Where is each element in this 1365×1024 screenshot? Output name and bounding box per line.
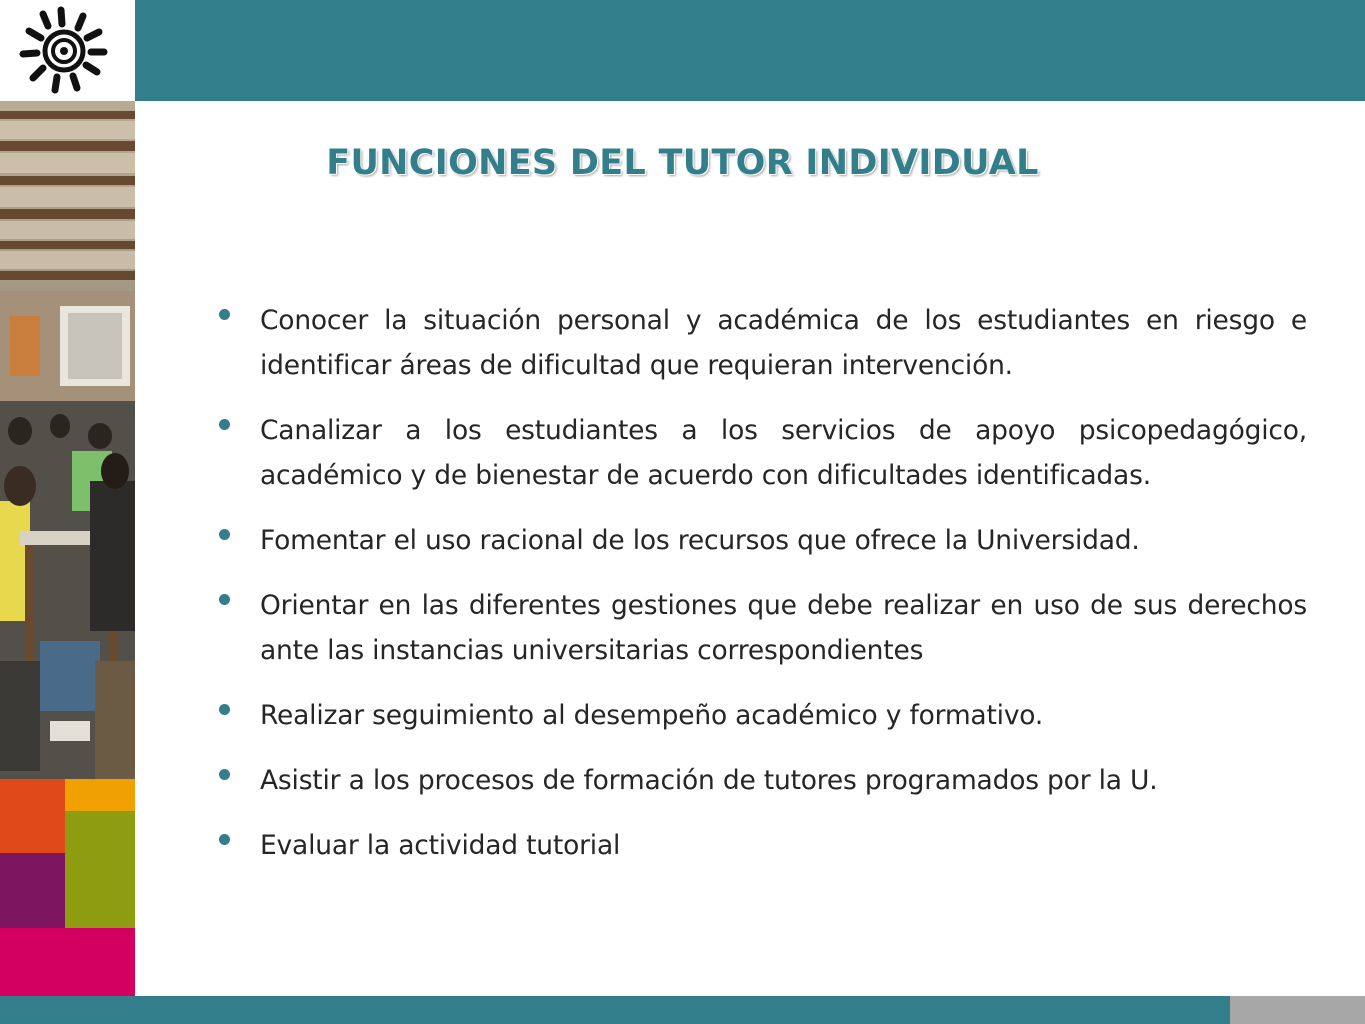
logo-area	[0, 0, 135, 101]
bullet-item	[215, 758, 1307, 803]
bullet-dot-icon	[219, 704, 230, 715]
bottom-gray-block	[1230, 996, 1365, 1024]
color-block-purple	[0, 853, 65, 928]
bullet-item	[215, 408, 1307, 498]
bullet-text: Asistir a los procesos de formación de tutores programados por la U.	[260, 765, 1158, 796]
slide-title: FUNCIONES DEL TUTOR INDIVIDUAL	[326, 143, 1039, 183]
bottom-bar	[0, 996, 1230, 1024]
bullet-dot-icon	[219, 419, 230, 430]
bullet-item	[215, 693, 1307, 738]
bullet-item	[215, 518, 1307, 563]
color-block-magenta	[0, 928, 135, 996]
bullet-text: Evaluar la actividad tutorial	[260, 830, 621, 861]
bullet-dot-icon	[219, 594, 230, 605]
bullet-item	[215, 823, 1307, 868]
bullet-text: Canalizar a los estudiantes a los servicios de apoyo psicopedagógico, académico y de bienestar de acuerdo con dificultades identificadas.	[260, 415, 1307, 491]
sun-spiral-logo-icon	[15, 4, 115, 96]
bullet-dot-icon	[219, 309, 230, 320]
bullet-text: Fomentar el uso racional de los recursos que ofrece la Universidad.	[260, 525, 1140, 556]
color-block-amber	[65, 779, 135, 811]
top-banner	[135, 0, 1365, 101]
bullet-item	[215, 298, 1307, 388]
students-photo	[0, 101, 135, 779]
bullet-list	[215, 298, 1307, 888]
bullet-dot-icon	[219, 769, 230, 780]
bullet-text: Orientar en las diferentes gestiones que debe realizar en uso de sus derechos ante las instancias universitarias correspondientes	[260, 590, 1307, 666]
students-photo-illustration	[0, 101, 135, 779]
color-block-olive	[65, 811, 135, 928]
color-blocks	[0, 779, 135, 996]
bullet-text: Conocer la situación personal y académica de los estudiantes en riesgo e identificar áreas de dificultad que requieran intervención.	[260, 305, 1307, 381]
bullet-dot-icon	[219, 834, 230, 845]
color-block-orange-red	[0, 779, 65, 853]
bullet-item	[215, 583, 1307, 673]
bullet-text: Realizar seguimiento al desempeño académico y formativo.	[260, 700, 1044, 731]
bullet-dot-icon	[219, 529, 230, 540]
